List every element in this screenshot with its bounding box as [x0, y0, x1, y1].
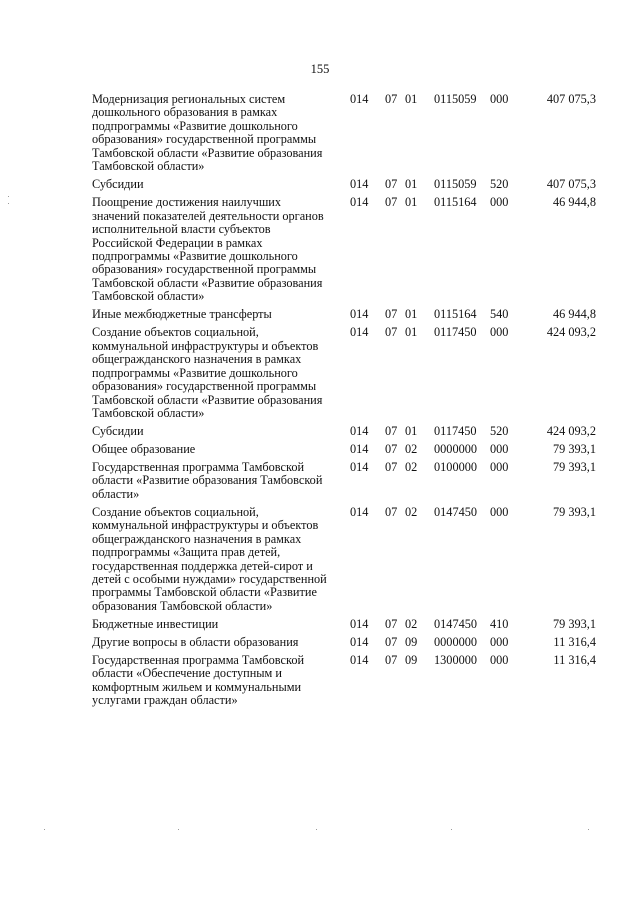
row-section-code: 07 — [385, 423, 398, 438]
table-row — [92, 636, 596, 649]
scan-mark — [178, 829, 179, 830]
row-amount: 424 093,2 — [546, 423, 596, 438]
row-amount: 79 393,1 — [552, 616, 596, 631]
row-target-code: 0000000 — [434, 441, 478, 456]
row-name: Создание объектов социальной, коммунальной инфраструктуры и объектов общегражданского назначения в рамках подпрограммы «Развитие дошкольного образования» государственной программы Тамбовской области «Развитие образования Тамбовской области» — [92, 325, 323, 420]
row-ministry-code: 014 — [350, 652, 369, 667]
row-ministry-code: 014 — [350, 195, 369, 210]
row-amount: 407 075,3 — [546, 92, 596, 106]
row-name: Другие вопросы в области образования — [92, 634, 299, 649]
row-section-code: 07 — [385, 195, 398, 210]
row-amount: 46 944,8 — [552, 307, 596, 322]
row-ministry-code: 014 — [350, 423, 369, 438]
row-subsection-code: 09 — [405, 652, 418, 667]
row-kind-code: 000 — [490, 504, 509, 519]
table-row — [92, 425, 596, 438]
table-row — [92, 326, 596, 420]
row-amount: 46 944,8 — [552, 195, 596, 210]
scan-mark — [316, 829, 317, 830]
row-name: Субсидии — [92, 423, 144, 438]
budget-table — [92, 93, 596, 708]
row-kind-code: 000 — [490, 441, 509, 456]
row-subsection-code: 01 — [405, 307, 418, 322]
row-subsection-code: 02 — [405, 459, 418, 474]
row-target-code: 0147450 — [434, 616, 478, 631]
scan-mark — [588, 829, 589, 830]
page-number: 155 — [310, 62, 330, 76]
row-target-code: 0100000 — [434, 459, 478, 474]
row-target-code: 0117450 — [434, 325, 477, 340]
table-row — [92, 461, 596, 501]
table-row — [92, 506, 596, 614]
row-target-code: 1300000 — [434, 652, 478, 667]
row-target-code: 0147450 — [434, 504, 478, 519]
row-subsection-code: 01 — [405, 423, 418, 438]
row-section-code: 07 — [385, 459, 398, 474]
row-name: Субсидии — [92, 177, 144, 192]
row-subsection-code: 09 — [405, 634, 418, 649]
row-subsection-code: 01 — [405, 177, 418, 192]
row-kind-code: 000 — [490, 634, 509, 649]
table-row — [92, 618, 596, 631]
table-row — [92, 443, 596, 456]
row-subsection-code: 01 — [405, 195, 418, 210]
row-target-code: 0000000 — [434, 634, 478, 649]
row-name: Создание объектов социальной, коммунальной инфраструктуры и объектов общегражданского назначения в рамках подпрограммы «Защита прав детей, государственная поддержка детей-сирот и детей с особыми нуждами» государственной программы Тамбовской области «Развитие образования Тамбовской области» — [92, 504, 327, 613]
scan-mark — [44, 829, 45, 830]
row-section-code: 07 — [385, 307, 398, 322]
row-target-code: 0115164 — [434, 195, 477, 210]
row-kind-code: 410 — [490, 616, 509, 631]
row-ministry-code: 014 — [350, 441, 369, 456]
table-row — [92, 654, 596, 708]
scan-mark — [8, 203, 9, 204]
row-kind-code: 000 — [490, 195, 509, 210]
row-section-code: 07 — [385, 325, 398, 340]
row-kind-code: 520 — [490, 177, 509, 192]
row-name: Государственная программа Тамбовской области «Обеспечение доступным и комфортным жильем и коммунальными услугами граждан области» — [92, 652, 305, 708]
row-section-code: 07 — [385, 441, 398, 456]
row-ministry-code: 014 — [350, 459, 369, 474]
row-name: Государственная программа Тамбовской области «Развитие образования Тамбовской области» — [92, 459, 323, 501]
table-row — [92, 196, 596, 304]
row-amount: 79 393,1 — [552, 504, 596, 519]
row-ministry-code: 014 — [350, 92, 369, 106]
row-ministry-code: 014 — [350, 504, 369, 519]
row-target-code: 0115059 — [434, 92, 477, 106]
scan-mark — [451, 829, 452, 830]
row-name: Поощрение достижения наилучших значений показателей деятельности органов исполнительной власти субъектов Российской Федерации в рамках подпрограммы «Развитие дошкольного образования» государственной программы Тамбовской области «Развитие образования Тамбовской области» — [92, 195, 324, 304]
row-section-code: 07 — [385, 92, 398, 106]
row-amount: 424 093,2 — [546, 325, 596, 340]
row-amount: 79 393,1 — [552, 459, 596, 474]
row-kind-code: 540 — [490, 307, 509, 322]
row-kind-code: 000 — [490, 459, 509, 474]
row-subsection-code: 02 — [405, 616, 418, 631]
row-ministry-code: 014 — [350, 616, 369, 631]
row-section-code: 07 — [385, 616, 398, 631]
row-name: Бюджетные инвестиции — [92, 616, 219, 631]
table-row — [92, 178, 596, 191]
row-name: Иные межбюджетные трансферты — [92, 307, 272, 322]
table-row — [92, 93, 596, 174]
scan-mark — [8, 196, 9, 197]
row-target-code: 0115059 — [434, 177, 477, 192]
row-subsection-code: 02 — [405, 441, 418, 456]
row-section-code: 07 — [385, 634, 398, 649]
row-section-code: 07 — [385, 177, 398, 192]
row-name: Модернизация региональных систем дошкольного образования в рамках подпрограммы «Развитие дошкольного образования» государственной программы Тамбовской области «Развитие образования Тамбовской области» — [92, 92, 323, 174]
row-subsection-code: 02 — [405, 504, 418, 519]
row-kind-code: 520 — [490, 423, 509, 438]
row-amount: 407 075,3 — [546, 177, 596, 192]
row-ministry-code: 014 — [350, 325, 369, 340]
row-amount: 79 393,1 — [552, 441, 596, 456]
row-ministry-code: 014 — [350, 634, 369, 649]
row-target-code: 0115164 — [434, 307, 477, 322]
row-amount: 11 316,4 — [553, 652, 596, 667]
table-row — [92, 308, 596, 321]
row-amount: 11 316,4 — [553, 634, 596, 649]
row-ministry-code: 014 — [350, 177, 369, 192]
row-subsection-code: 01 — [405, 92, 418, 106]
row-target-code: 0117450 — [434, 423, 477, 438]
row-kind-code: 000 — [490, 652, 509, 667]
row-ministry-code: 014 — [350, 307, 369, 322]
row-section-code: 07 — [385, 504, 398, 519]
row-name: Общее образование — [92, 441, 196, 456]
row-subsection-code: 01 — [405, 325, 418, 340]
row-kind-code: 000 — [490, 92, 509, 106]
row-section-code: 07 — [385, 652, 398, 667]
row-kind-code: 000 — [490, 325, 509, 340]
